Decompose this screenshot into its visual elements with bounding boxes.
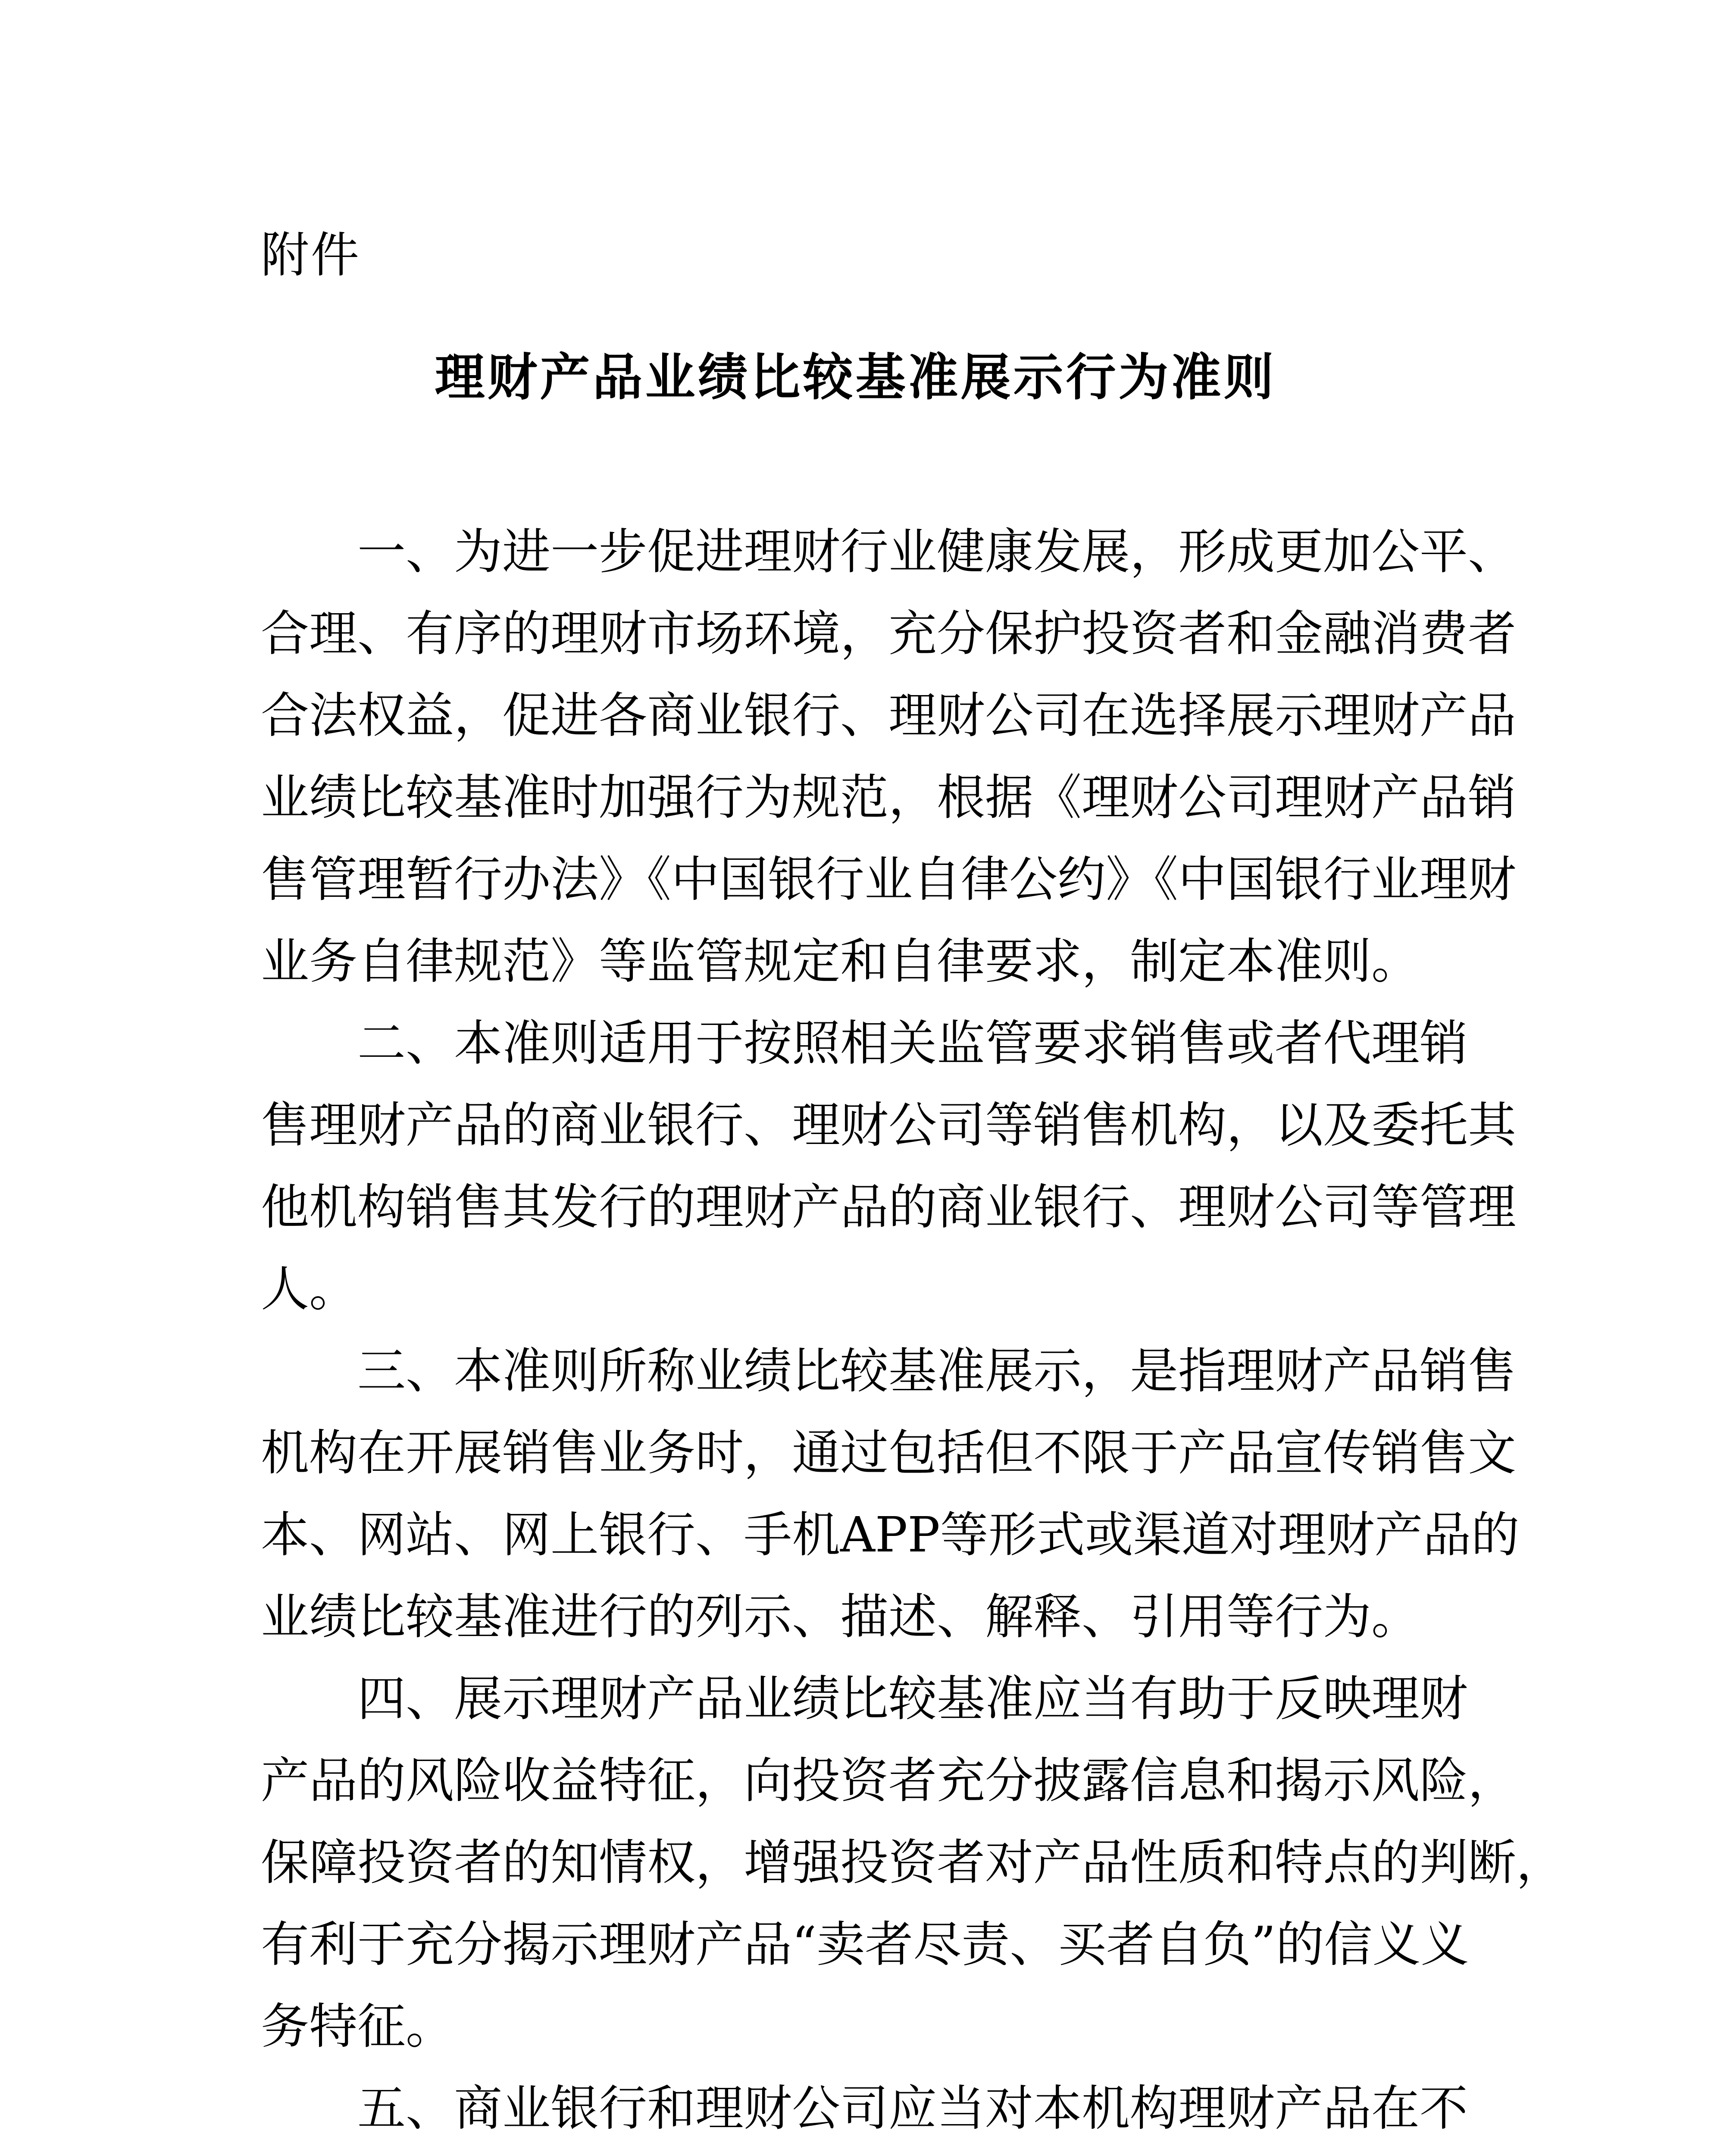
document-title: 理财产品业绩比较基准展示行为准则: [435, 348, 1276, 407]
body-line: 一、为进一步促进理财行业健康发展，形成更加公平、: [357, 524, 1516, 580]
body-line: 保障投资者的知情权，增强投资者对产品性质和特点的判断，: [261, 1835, 1564, 1891]
body-line: 五、商业银行和理财公司应当对本机构理财产品在不: [357, 2081, 1468, 2137]
body-line: 他机构销售其发行的理财产品的商业银行、理财公司等管理: [261, 1179, 1516, 1235]
body-line: 机构在开展销售业务时，通过包括但不限于产品宣传销售文: [261, 1425, 1516, 1481]
body-line: 四、展示理财产品业绩比较基准应当有助于反映理财: [357, 1671, 1468, 1727]
body-line: 二、本准则适用于按照相关监管要求销售或者代理销: [357, 1015, 1468, 1072]
body-line: 售理财产品的商业银行、理财公司等销售机构，以及委托其: [261, 1097, 1516, 1153]
body-line: 三、本准则所称业绩比较基准展示，是指理财产品销售: [357, 1343, 1516, 1399]
body-line: 业务自律规范》等监管规定和自律要求，制定本准则。: [261, 934, 1420, 990]
body-line: 本、网站、网上银行、手机APP等形式或渠道对理财产品的: [261, 1507, 1520, 1563]
body-line: 务特征。: [261, 1999, 454, 2055]
body-line: 有利于充分揭示理财产品“卖者尽责、买者自负”的信义义: [261, 1917, 1469, 1973]
body-text: [261, 511, 1564, 2150]
body-line: 产品的风险收益特征，向投资者充分披露信息和揭示风险，: [261, 1753, 1516, 1809]
body-line: 合理、有序的理财市场环境，充分保护投资者和金融消费者: [261, 606, 1516, 662]
body-line: 售管理暂行办法》《中国银行业自律公约》《中国银行业理财: [261, 852, 1516, 908]
body-line: 合法权益，促进各商业银行、理财公司在选择展示理财产品: [261, 688, 1516, 744]
body-line: 业绩比较基准进行的列示、描述、解释、引用等行为。: [261, 1589, 1420, 1645]
body-line: 人。: [261, 1261, 357, 1317]
attachment-label: 附件: [261, 227, 361, 283]
body-line: 业绩比较基准时加强行为规范，根据《理财公司理财产品销: [261, 770, 1516, 826]
